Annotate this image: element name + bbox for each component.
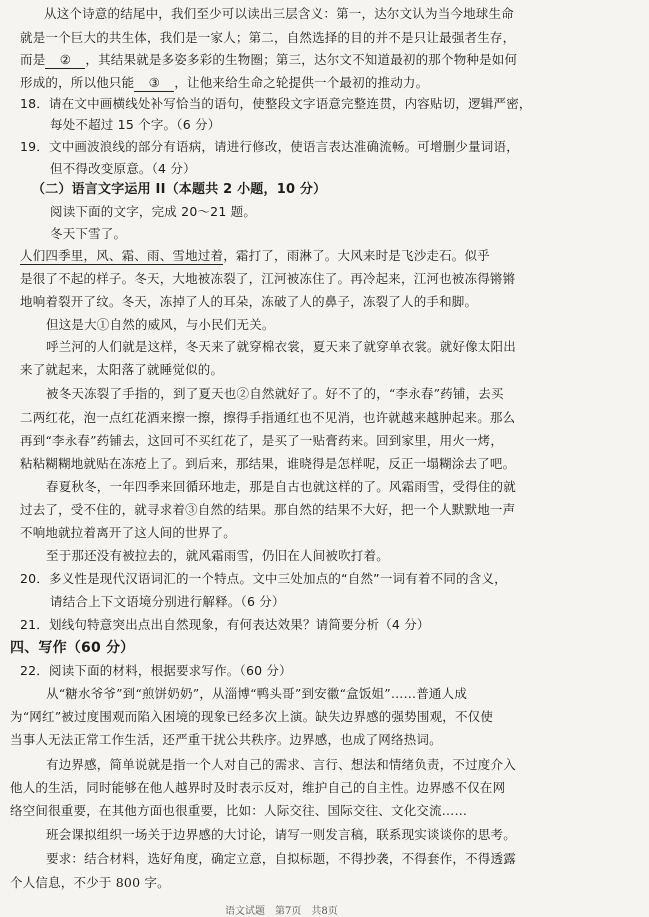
text: 班会课拟组织一场关于边界感的大讨论，请写一则发言稿，联系现实谈谈你的思考。 [46,827,516,842]
material-line [10,732,442,748]
passage-line [20,362,223,378]
text: 22．阅读下面的材料，根据要求写作。（60 分） [20,663,292,678]
passage-line [46,386,504,402]
text: 个人信息，不少于 800 字。 [10,875,170,890]
text: 他人的生活，同时能够在他人越界时及时表示反对，维护自己的自主性。边界感不仅在网 [10,780,506,795]
passage-line [20,294,477,310]
passage-line [20,271,515,287]
text: 每处不超过 15 个字。（6 分） [50,117,221,132]
question-20 [20,571,507,587]
question-19-cont [50,161,196,177]
text: （二）语言文字运用 II（本题共 2 小题，10 分） [32,182,327,197]
passage-line [20,248,490,264]
blank-2: ② [45,52,85,69]
text: 19．文中画波浪线的部分有语病，请进行修改，使语言表达准确流畅。可增删少量词语， [20,139,519,154]
passage-line [20,525,236,541]
text: 要求：结合材料，选好角度，确定立意，自拟标题，不得抄袭，不得套作，不得透露 [46,851,516,866]
text: 从“糖水爷爷”到“煎饼奶奶”，从淄博“鸭头哥”到安徽“盒饭姐”……普通人成 [46,686,468,701]
passage-line [20,456,515,472]
question-19 [20,139,519,155]
passage-line [20,433,503,449]
text: 不响地就拉着离开了这人间的世界了。 [20,525,236,540]
text: 有边界感，简单说就是指一个人对自己的需求、言行、想法和情绪负责，不过度介入 [46,757,516,772]
text: 就是一个巨大的共生体，我们是一家人；第二，自然选择的目的并不是只让最强者生存， [20,30,516,45]
material-line [46,827,516,843]
text: 二两红花，泡一点红花酒来擦一擦，擦得手指通红也不见消，也许就越来越肿起来。那么 [20,410,516,425]
passage-title [50,226,126,242]
passage-line [46,479,516,495]
text: 被冬天冻裂了手指的，到了夏天也②自然就好了。好不了的，“李永春”药铺，去买 [46,386,504,401]
text: 至于那还没有被拉去的，就风霜雨雪，仍旧在人间被吹打着。 [46,548,389,563]
requirements-line [46,851,516,867]
passage-line [20,410,515,426]
text: 春夏秋冬，一年四季来回循环地走，那是自古也就这样的了。风霜雨雪，受得住的就 [46,479,516,494]
passage-line [20,52,517,69]
page-footer: 语文试题 第7页 共8页 [225,906,338,917]
material-line [46,686,467,702]
text: ，霜打了，雨淋了。大风来时是飞沙走石。似乎 [223,248,490,263]
question-21 [20,617,430,633]
question-18-cont [50,117,220,133]
text: 21．划线句特意突出点出自然现象，有何表达效果？请简要分析（4 分） [20,617,430,632]
question-18 [20,96,532,112]
text: ，其结果就是多姿多彩的生物圈；第三，达尔文不知道最初的那个物种是如何 [85,52,518,67]
requirements-line [10,875,170,891]
text: 当事人无法正常工作生活，还严重干扰公共秩序。边界感，也成了网络热词。 [10,732,442,747]
material-line [10,709,493,725]
text: 而是 [20,52,46,67]
passage-line [46,339,516,355]
text: 从这个诗意的结尾中，我们至少可以读出三层含义：第一，达尔文认为当今地球生命 [44,6,514,21]
text: 为“网红”被过度围观而陷入困境的现象已经多次上演。缺失边界感的强势围观，不仅使 [10,709,494,724]
passage-line [20,6,514,22]
text: 请结合上下文语境分别进行解释。（6 分） [50,594,285,609]
text: 粘粘糊糊地就贴在冻疮上了。到后来，那结果，谁晓得是怎样呢，反正一塌糊涂去了吧。 [20,456,516,471]
text: 阅读下面的文字，完成 20～21 题。 [50,204,257,219]
text: 四、写作（60 分） [10,640,135,656]
text: 地响着裂开了纹。冬天，冻掉了人的耳朵，冻破了人的鼻子，冻裂了人的手和脚。 [20,294,478,309]
text: 是很了不起的样子。冬天，大地被冻裂了，江河被冻住了。再冷起来，江河也被冻得锵锵 [20,271,516,286]
section-heading [10,640,134,656]
text: 20．多义性是现代汉语词汇的一个特点。文中三处加点的“自然”一词有着不同的含义， [20,571,507,586]
passage-line [46,548,389,564]
text: 但这是大①自然的威风，与小民们无关。 [46,317,275,332]
material-line [10,780,505,796]
text: 过去了，受不住的，就寻求着③自然的结果。那自然的结果不大好，把一个人默默地一声 [20,502,516,517]
text: 冬天下雪了。 [50,226,127,241]
text: 再到“李永春”药铺去，这回可不买红花了，是买了一贴膏药来。回到家里，用火一烤， [20,433,504,448]
passage-line [20,502,515,518]
text: ，让他来给生命之轮提供一个最初的推动力。 [174,75,429,90]
text: 来了就起来，太阳落了就睡觉似的。 [20,362,224,377]
section-heading [32,182,326,198]
instruction [50,204,256,220]
material-line [46,757,516,773]
blank-3: ③ [134,75,174,92]
question-20-cont [50,594,285,610]
text: 呼兰河的人们就是这样，冬天来了就穿棉衣裳，夏天来了就穿单衣裳。就好像太阳出 [46,339,516,354]
passage-line [46,317,275,333]
text: 18．请在文中画横线处补写恰当的语句，使整段文字语意完整连贯，内容贴切，逻辑严密， [20,96,532,111]
passage-line [20,75,428,92]
text: 络空间很重要，在其他方面也很重要，比如：人际交往、国际交往、文化交流…… [10,803,468,818]
text: 但不得改变原意。（4 分） [50,161,196,176]
passage-line [20,30,515,46]
text: 形成的，所以他只能 [20,75,135,90]
underlined-sentence: 人们四季里，风、霜、雨、雪地过着 [20,248,224,263]
question-22 [20,663,292,679]
material-line [10,803,467,819]
